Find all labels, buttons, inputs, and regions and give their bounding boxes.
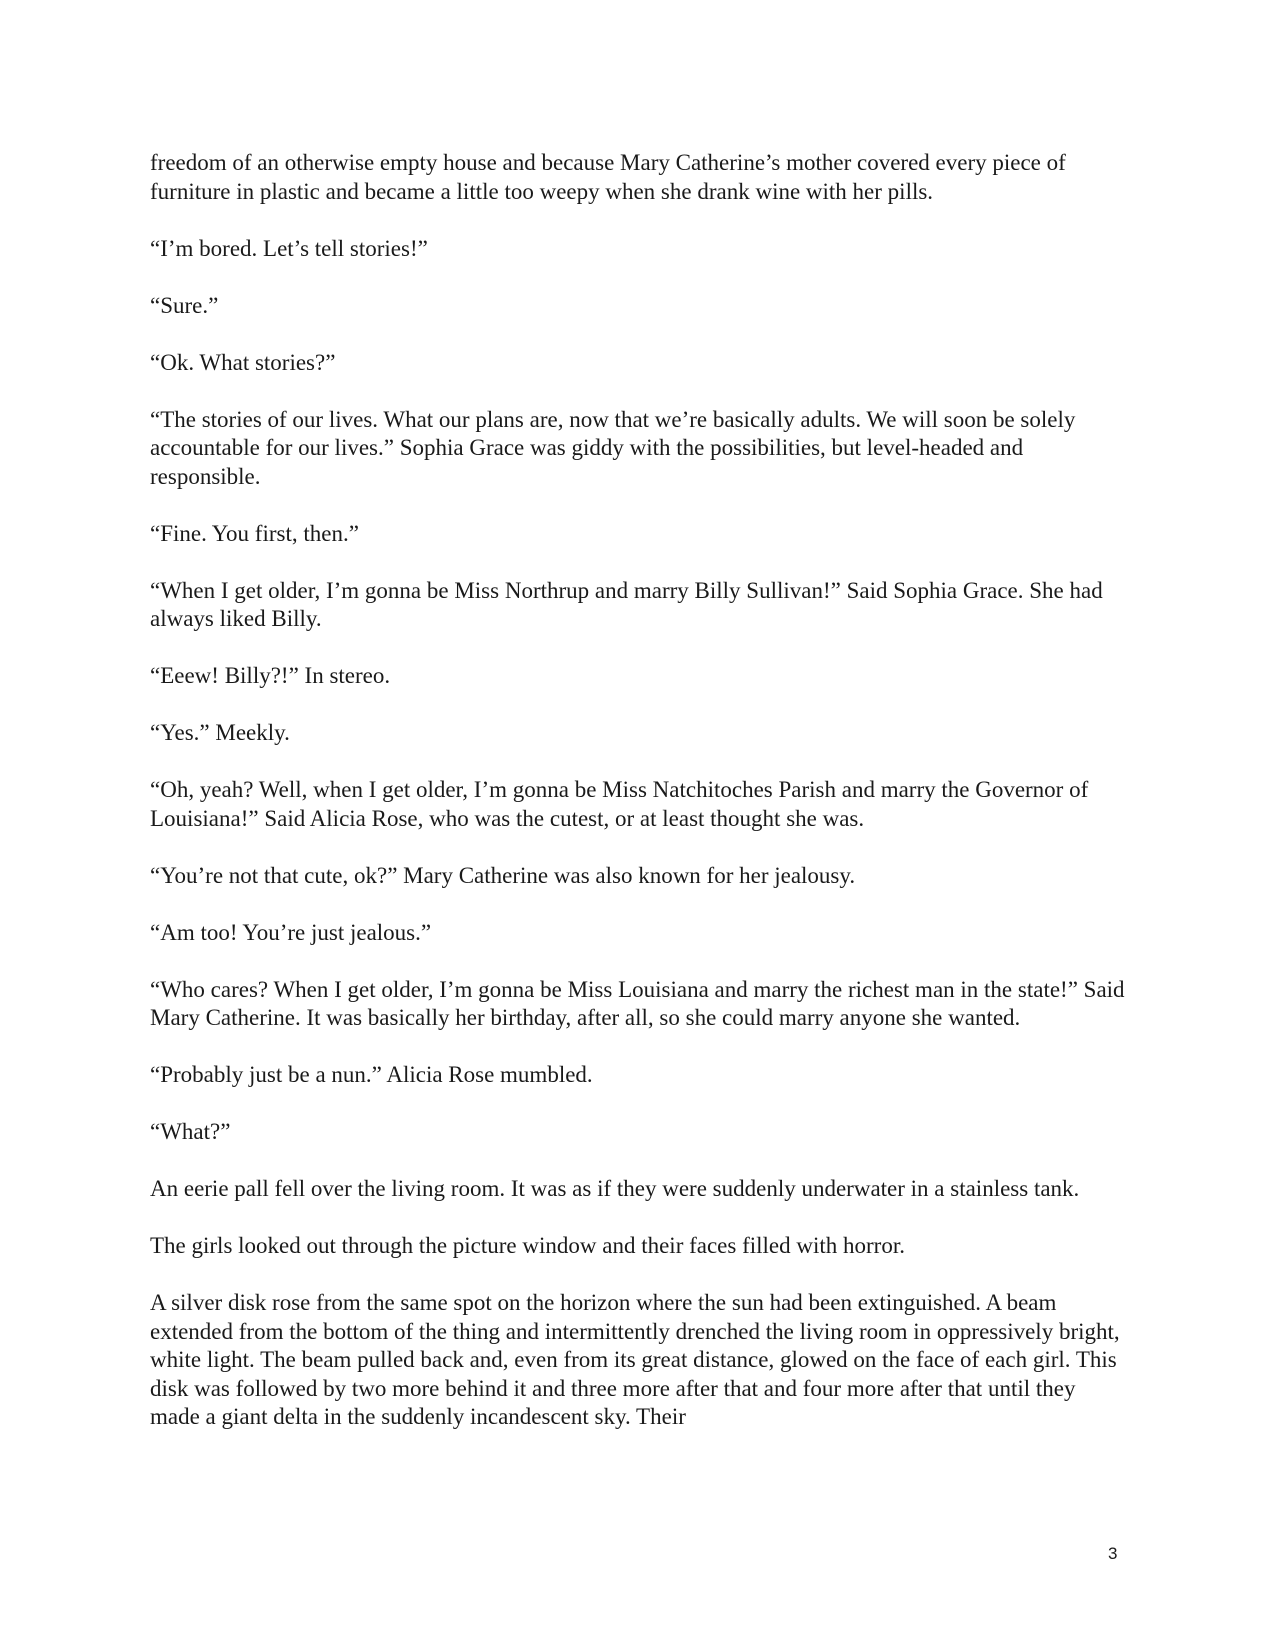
paragraph: “Yes.” Meekly. bbox=[150, 720, 290, 745]
page-number: 3 bbox=[1108, 1544, 1118, 1563]
paragraph: “You’re not that cute, ok?” Mary Catherine was also known for her jealousy. bbox=[150, 862, 856, 888]
paragraph: “Ok. What stories?” bbox=[150, 349, 336, 375]
paragraph: freedom of an otherwise empty house and because Mary Catherine’s mother covered every piece of furniture in plastic and became a little too weepy when she drank wine with her pills. bbox=[150, 150, 1066, 204]
paragraph: “I’m bored. Let’s tell stories!” bbox=[150, 235, 428, 261]
paragraph: The girls looked out through the picture window and their faces filled with horror. bbox=[150, 1233, 905, 1258]
paragraph: An eerie pall fell over the living room. It was as if they were suddenly underwater in a stainless tank. bbox=[150, 1176, 1080, 1201]
paragraph: “The stories of our lives. What our plans are, now that we’re basically adults. We will soon be solely accountable for our lives.” Sophia Grace was giddy with the possibilities, but level-headed and responsible. bbox=[150, 406, 1076, 489]
paragraph: “Eeew! Billy?!” In stereo. bbox=[150, 663, 391, 688]
body-text bbox=[150, 149, 1130, 1460]
paragraph: “When I get older, I’m gonna be Miss Northrup and marry Billy Sullivan!” Said Sophia Grace. She had always liked Billy. bbox=[150, 577, 1103, 631]
paragraph: “Who cares? When I get older, I’m gonna be Miss Louisiana and marry the richest man in the state!” Said Mary Catherine. It was basically her birthday, after all, so she could marry anyone she wanted. bbox=[150, 976, 1125, 1030]
paragraph: “Probably just be a nun.” Alicia Rose mumbled. bbox=[150, 1062, 593, 1087]
paragraph: “Oh, yeah? Well, when I get older, I’m gonna be Miss Natchitoches Parish and marry the Governor of Louisiana!” Said Alicia Rose, who was the cutest, or at least thought she was. bbox=[150, 777, 1089, 831]
paragraph: A silver disk rose from the same spot on the horizon where the sun had been extinguished. A beam extended from the bottom of the thing and intermittently drenched the living room in oppressively bright, white light. The beam pulled back and, even from its great distance, glowed on the face of each girl. This disk was followed by two more behind it and three more after that and four more after that until they made a giant delta in the suddenly incandescent sky. Their bbox=[150, 1290, 1120, 1429]
paragraph: “Sure.” bbox=[150, 292, 219, 318]
paragraph: “Am too! You’re just jealous.” bbox=[150, 919, 432, 945]
paragraph: “Fine. You first, then.” bbox=[150, 520, 359, 546]
paragraph: “What?” bbox=[150, 1119, 231, 1144]
